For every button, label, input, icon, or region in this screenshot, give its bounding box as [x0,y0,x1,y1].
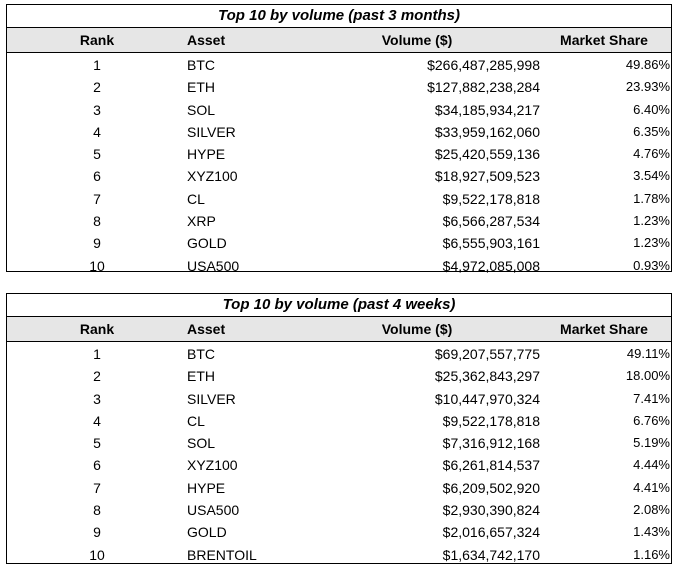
asset-cell: SOL [187,435,216,452]
table-row [7,521,671,543]
header-asset: Asset [187,32,226,48]
market-share-cell: 6.76% [633,412,670,428]
market-share-cell: 1.78% [633,190,670,206]
volume-cell: $7,316,912,168 [442,435,540,452]
volume-cell: $25,420,559,136 [434,146,540,163]
table-title: Top 10 by volume (past 4 weeks) [7,294,671,317]
rank-cell: 7 [93,190,101,207]
market-share-cell: 6.40% [633,101,670,117]
market-share-cell: 1.16% [633,546,670,562]
market-share-cell: 1.23% [633,235,670,251]
asset-cell: ETH [187,79,215,96]
table-row [7,499,671,521]
volume-cell: $34,185,934,217 [434,101,540,118]
volume-cell: $2,016,657,324 [442,524,540,541]
table-row [7,210,671,232]
rank-cell: 3 [93,390,101,407]
rank-cell: 6 [93,168,101,185]
market-share-cell: 4.76% [633,146,670,162]
asset-cell: ETH [187,368,215,385]
market-share-cell: 6.35% [633,123,670,139]
rank-cell: 3 [93,101,101,118]
rank-cell: 8 [93,502,101,519]
table-row [7,76,671,98]
market-share-cell: 1.23% [633,213,670,229]
header-volume: Volume ($) [381,32,453,48]
asset-cell: SILVER [187,390,236,407]
rank-cell: 5 [93,146,101,163]
volume-cell: $127,882,238,284 [427,79,540,96]
volume-table-4-weeks [6,293,672,564]
market-share-cell: 2.08% [633,502,670,518]
volume-cell: $18,927,509,523 [434,168,540,185]
market-share-cell: 4.41% [633,479,670,495]
table-row [7,188,671,210]
volume-cell: $33,959,162,060 [434,123,540,140]
asset-cell: BRENTOIL [187,546,257,563]
asset-cell: HYPE [187,479,226,496]
table-header-row [7,317,671,342]
asset-cell: XRP [187,213,216,230]
header-rank: Rank [79,32,115,48]
rank-cell: 6 [93,457,101,474]
table-title: Top 10 by volume (past 3 months) [7,5,671,28]
volume-cell: $4,972,085,008 [442,257,540,274]
table-row [7,232,671,254]
volume-cell: $6,209,502,920 [442,479,540,496]
table-row [7,255,671,277]
table-row [7,165,671,187]
table-row [7,343,671,365]
asset-cell: XYZ100 [187,457,238,474]
volume-cell: $6,566,287,534 [442,213,540,230]
market-share-cell: 23.93% [625,79,670,95]
market-share-cell: 3.54% [633,168,670,184]
table-row [7,99,671,121]
header-market-share: Market Share [560,32,648,48]
volume-cell: $10,447,970,324 [434,390,540,407]
volume-cell: $9,522,178,818 [442,412,540,429]
rank-cell: 10 [89,546,105,563]
market-share-cell: 49.11% [626,346,670,361]
rank-cell: 10 [89,257,105,274]
table-row [7,388,671,410]
table-row [7,365,671,387]
table-body [7,54,671,277]
table-row [7,432,671,454]
asset-cell: SILVER [187,123,236,140]
asset-cell: SOL [187,101,216,118]
table-row [7,454,671,476]
volume-cell: $2,930,390,824 [442,502,540,519]
asset-cell: HYPE [187,146,226,163]
rank-cell: 9 [93,524,101,541]
rank-cell: 8 [93,213,101,230]
volume-cell: $1,634,742,170 [442,546,540,563]
asset-cell: USA500 [187,502,240,519]
volume-cell: $6,261,814,537 [442,457,540,474]
header-market-share: Market Share [560,321,648,337]
market-share-cell: 1.43% [633,524,670,540]
asset-cell: GOLD [187,235,227,252]
asset-cell: CL [187,190,205,207]
rank-cell: 1 [93,346,101,362]
table-body [7,343,671,566]
market-share-cell: 7.41% [633,390,670,406]
market-share-cell: 18.00% [625,368,670,384]
rank-cell: 9 [93,235,101,252]
market-share-cell: 5.19% [633,435,670,451]
market-share-cell: 0.93% [633,257,670,273]
rank-cell: 7 [93,479,101,496]
table-row [7,121,671,143]
rank-cell: 2 [93,79,101,96]
table-header-row [7,28,671,53]
asset-cell: XYZ100 [187,168,238,185]
market-share-cell: 4.44% [633,457,670,473]
header-rank: Rank [79,321,115,337]
asset-cell: BTC [187,57,215,73]
market-share-cell: 49.86% [625,57,670,72]
header-asset: Asset [187,321,226,337]
volume-cell: $6,555,903,161 [442,235,540,252]
rank-cell: 2 [93,368,101,385]
rank-cell: 4 [93,412,101,429]
volume-cell: $266,487,285,998 [427,57,540,73]
header-volume: Volume ($) [381,321,453,337]
volume-cell: $25,362,843,297 [434,368,540,385]
volume-cell: $69,207,557,775 [434,346,540,362]
table-row [7,477,671,499]
asset-cell: GOLD [187,524,227,541]
volume-table-3-months [6,4,672,272]
table-row [7,54,671,76]
table-row [7,544,671,566]
asset-cell: BTC [187,346,215,362]
volume-cell: $9,522,178,818 [442,190,540,207]
asset-cell: USA500 [187,257,240,274]
rank-cell: 1 [93,57,101,73]
table-row [7,410,671,432]
rank-cell: 5 [93,435,101,452]
rank-cell: 4 [93,123,101,140]
asset-cell: CL [187,412,205,429]
table-row [7,143,671,165]
